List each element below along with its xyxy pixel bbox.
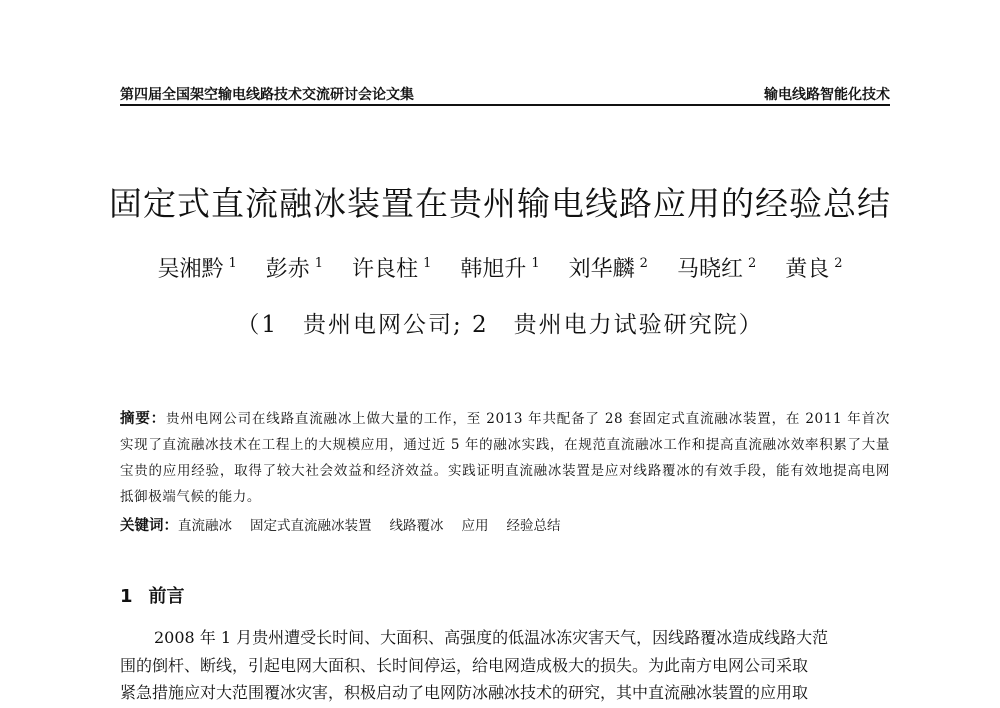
author-list xyxy=(0,252,1000,283)
keyword: 线路覆冰 xyxy=(389,518,444,534)
author-name: 吴湘黔 xyxy=(157,257,224,282)
section-title: 前言 xyxy=(148,586,185,607)
running-header xyxy=(120,82,890,106)
keyword: 经验总结 xyxy=(506,518,561,534)
section-heading xyxy=(120,582,185,608)
author-affiliation-mark: 2 xyxy=(834,256,843,271)
author xyxy=(460,252,539,283)
body-line: 紧急措施应对大范围覆冰灾害，积极启动了电网防冰融冰技术的研究，其中直流融冰装置的应用取 xyxy=(120,683,809,702)
author-name: 韩旭升 xyxy=(460,257,527,282)
keyword: 固定式直流融冰装置 xyxy=(250,518,372,534)
affiliations: （1 贵州电网公司; 2 贵州电力试验研究院） xyxy=(236,312,764,338)
body-line: 围的倒杆、断线，引起电网大面积、长时间停运，给电网造成极大的损失。为此南方电网公司采取 xyxy=(120,655,809,675)
paper-title: 固定式直流融冰装置在贵州输电线路应用的经验总结 xyxy=(109,184,891,223)
body-paragraph xyxy=(120,624,890,707)
keyword: 应用 xyxy=(461,518,489,534)
author-affiliation-mark: 1 xyxy=(531,256,540,271)
author xyxy=(569,252,648,283)
author xyxy=(677,252,756,283)
keywords xyxy=(120,513,890,539)
author-affiliation-mark: 1 xyxy=(228,256,237,271)
abstract-label: 摘要： xyxy=(120,411,166,427)
author-name: 许良柱 xyxy=(352,257,419,282)
section-number: 1 xyxy=(120,586,133,607)
author-name: 马晓红 xyxy=(676,257,743,282)
author-affiliation-mark: 1 xyxy=(314,256,324,271)
author-affiliation-mark: 2 xyxy=(747,256,757,271)
author xyxy=(157,252,236,283)
keywords-label: 关键词： xyxy=(120,518,178,534)
abstract xyxy=(120,406,890,510)
author xyxy=(785,252,842,283)
proceedings-title: 第四届全国架空输电线路技术交流研讨会论文集 xyxy=(120,87,414,103)
abstract-text: 贵州电网公司在线路直流融冰上做大量的工作，至 2013 年共配备了 28 套固定式直流融冰装置，在 2011 年首次实现了直流融冰技术在工程上的大规模应用，通过近 5 年的融冰实践，在规范直流融冰工作和提高直流融冰效率积累了大量宝贵的应用经验，取得了较大社会效益和经济效益。实践证明直流融冰装置是应对线路覆冰的有效手段，能有效地提高电网抵御极端气候的能力。 xyxy=(120,411,890,505)
section-category: 输电线路智能化技术 xyxy=(764,87,890,103)
keyword: 直流融冰 xyxy=(178,518,232,534)
author-name: 刘华麟 xyxy=(568,257,635,282)
author xyxy=(266,252,323,283)
author-affiliation-mark: 1 xyxy=(423,256,432,271)
author-name: 黄良 xyxy=(785,257,830,282)
author-name: 彭赤 xyxy=(265,257,310,282)
body-line: 2008 年 1 月贵州遭受长时间、大面积、高强度的低温冰冻灾害天气，因线路覆冰造成线路大范 xyxy=(154,628,829,647)
author xyxy=(352,252,431,283)
author-affiliation-mark: 2 xyxy=(639,256,648,271)
